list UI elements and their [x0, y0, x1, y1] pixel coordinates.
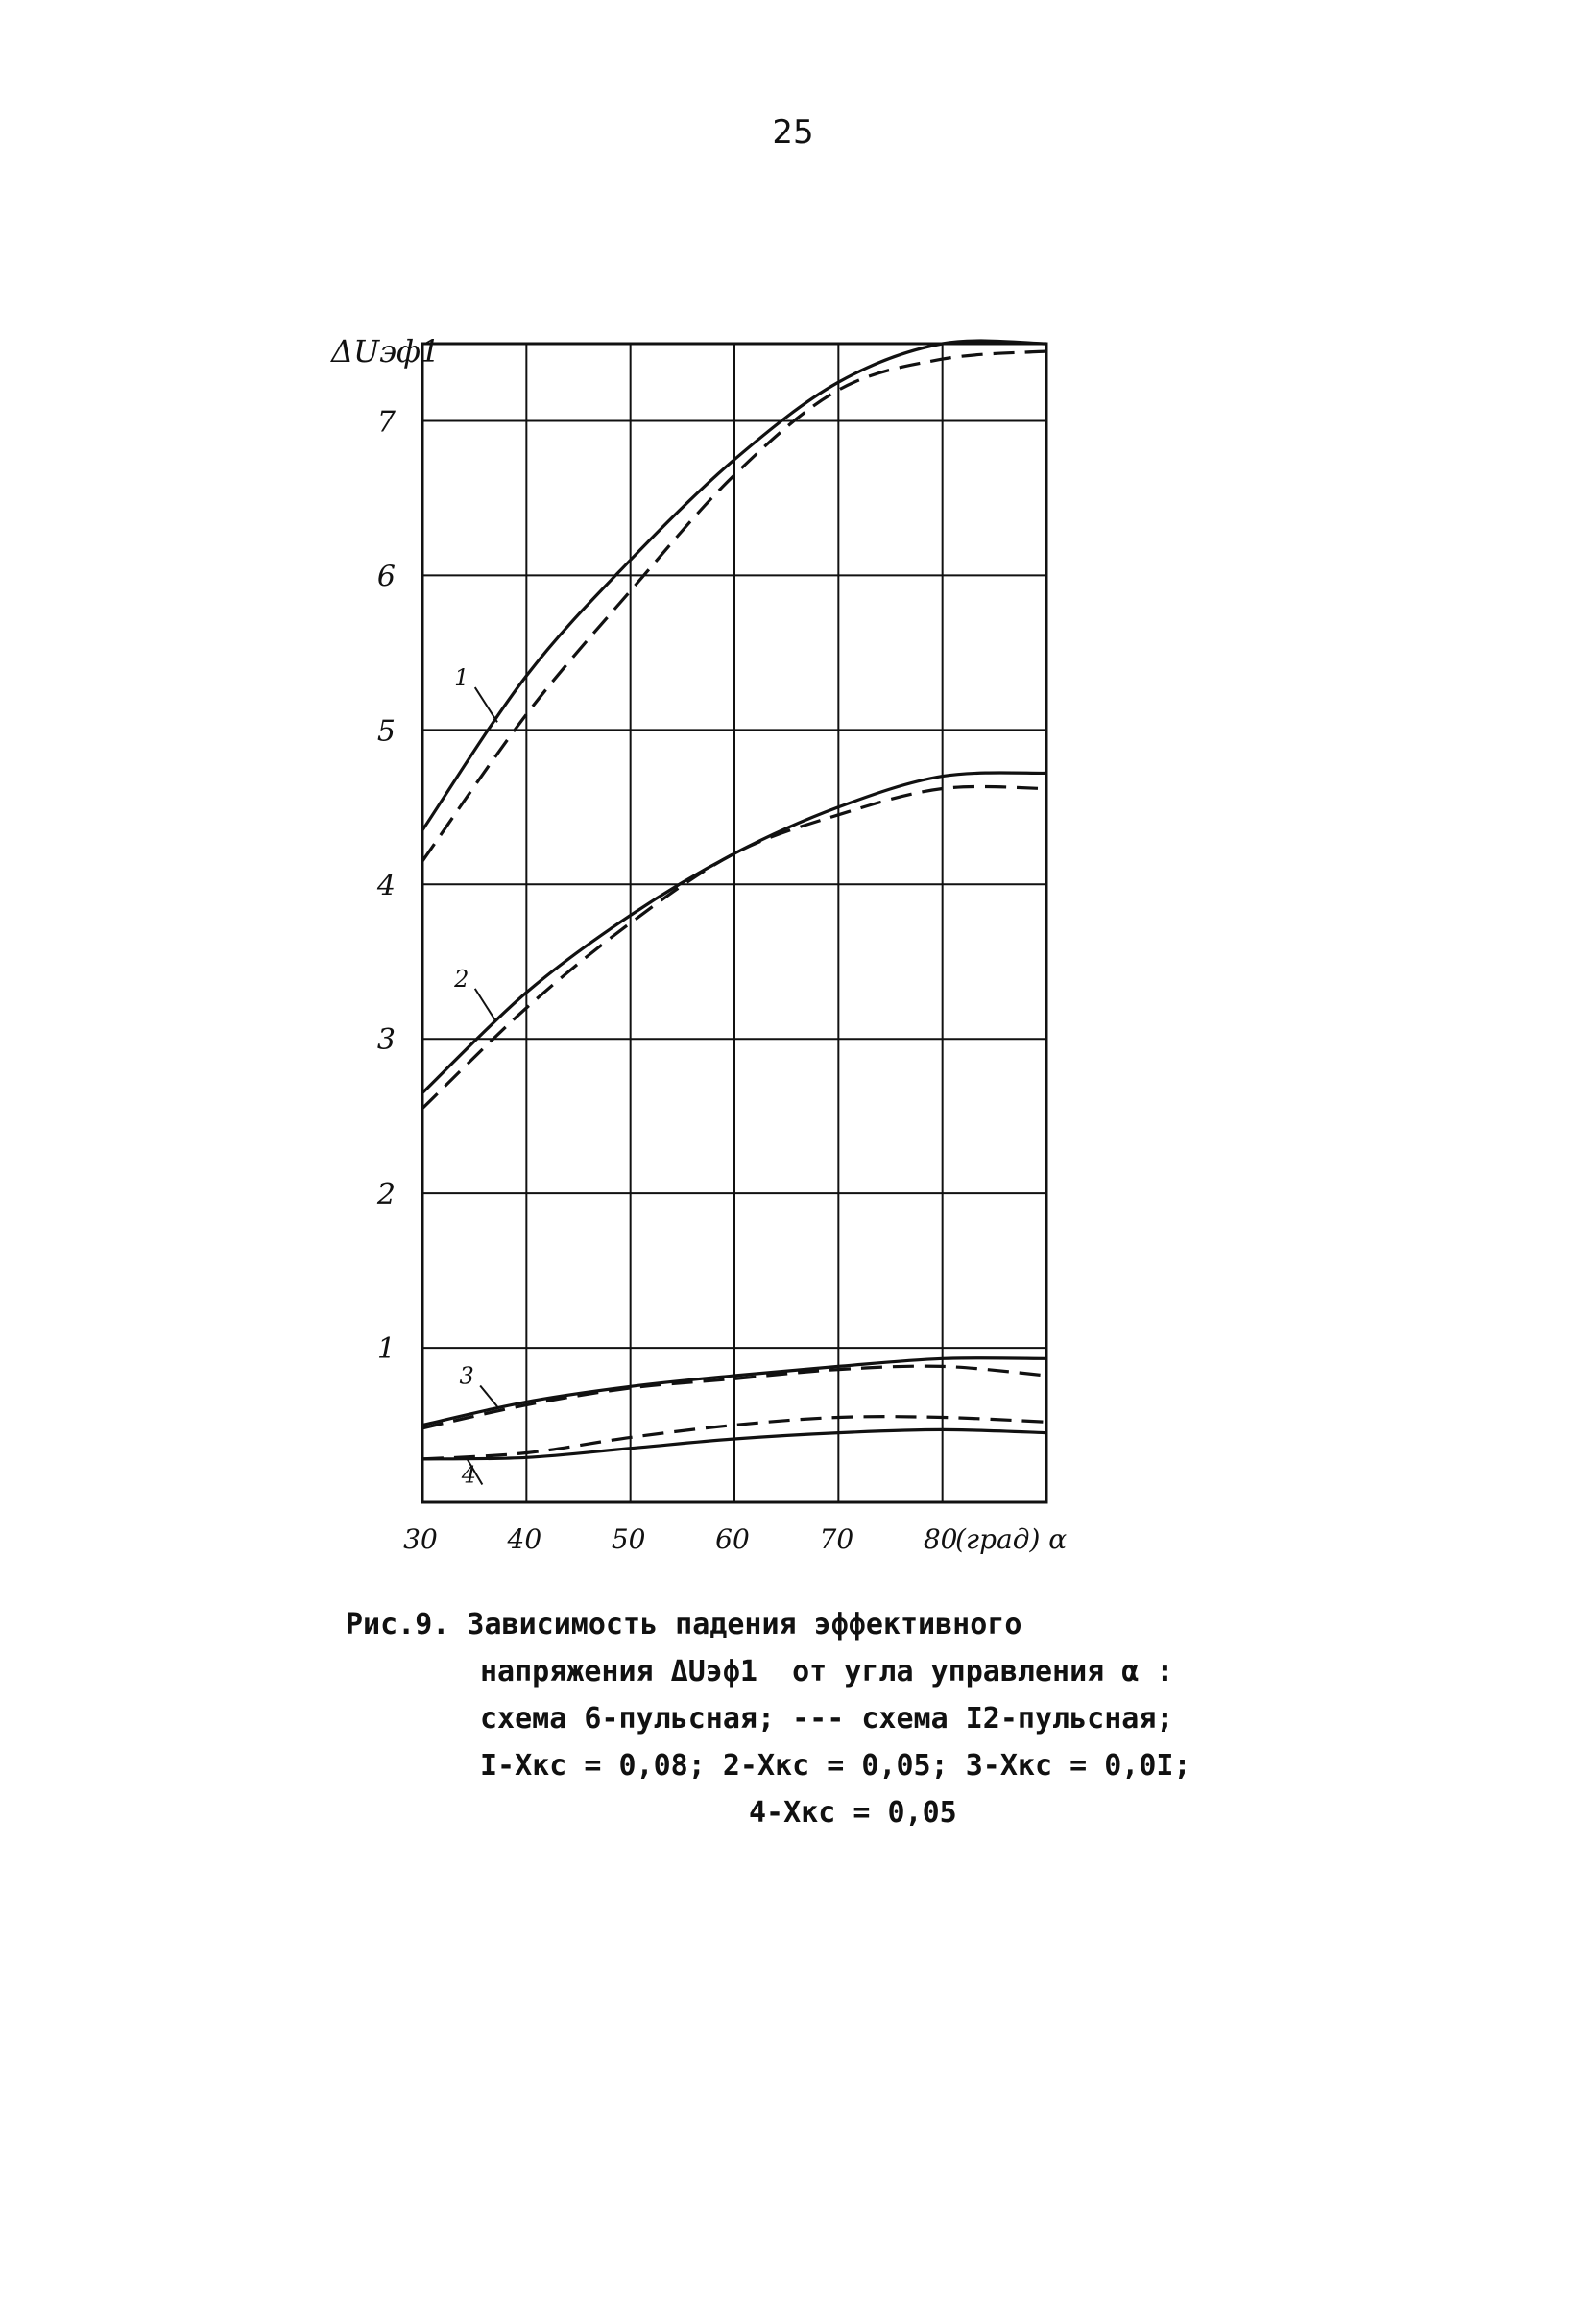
caption-line-3: схема 6-пульсная; --- схема I2-пульсная; — [480, 1702, 1174, 1736]
x-tick-label: 80 — [923, 1523, 958, 1555]
x-tick-label: 50 — [611, 1523, 646, 1555]
y-tick-label: 6 — [376, 560, 396, 594]
curve-3-label: 3 — [459, 1362, 474, 1390]
curve-3-leader — [480, 1385, 497, 1406]
caption-line-2: напряжения ΔUэф1 от угла управления α : — [480, 1655, 1174, 1689]
y-tick-label: 1 — [376, 1332, 396, 1367]
y-tick-label: 4 — [376, 869, 396, 903]
caption-line-5: 4-Xкс = 0,05 — [749, 1796, 957, 1830]
x-axis-title: (град) α — [955, 1523, 1068, 1555]
page-number: 25 — [772, 113, 814, 152]
caption-line-1: Рис.9. Зависимость падения эффективного — [346, 1608, 1022, 1641]
chart-grid — [422, 344, 1046, 1502]
curve-1-label: 1 — [454, 664, 469, 692]
y-tick-label: 2 — [376, 1178, 396, 1212]
x-tick-label: 40 — [507, 1523, 542, 1555]
y-tick-label: 5 — [376, 714, 396, 749]
y-axis-title: ΔUэф1 — [331, 333, 441, 370]
caption-line-4: I-Xкс = 0,08; 2-Xкс = 0,05; 3-Xкс = 0,0I; — [480, 1749, 1191, 1783]
chart-curve-labels — [453, 664, 497, 1488]
curve-2-label: 2 — [454, 965, 469, 993]
x-tick-label: 60 — [715, 1523, 750, 1555]
curve-2-leader — [475, 989, 495, 1020]
x-tick-label: 70 — [819, 1523, 854, 1555]
y-tick-label: 3 — [376, 1023, 396, 1058]
figure-caption — [346, 1601, 1363, 1836]
y-tick-label: 7 — [376, 405, 396, 440]
x-tick-label: 30 — [403, 1523, 438, 1555]
curve-1-leader — [475, 687, 497, 722]
curve-4-label: 4 — [461, 1461, 476, 1489]
